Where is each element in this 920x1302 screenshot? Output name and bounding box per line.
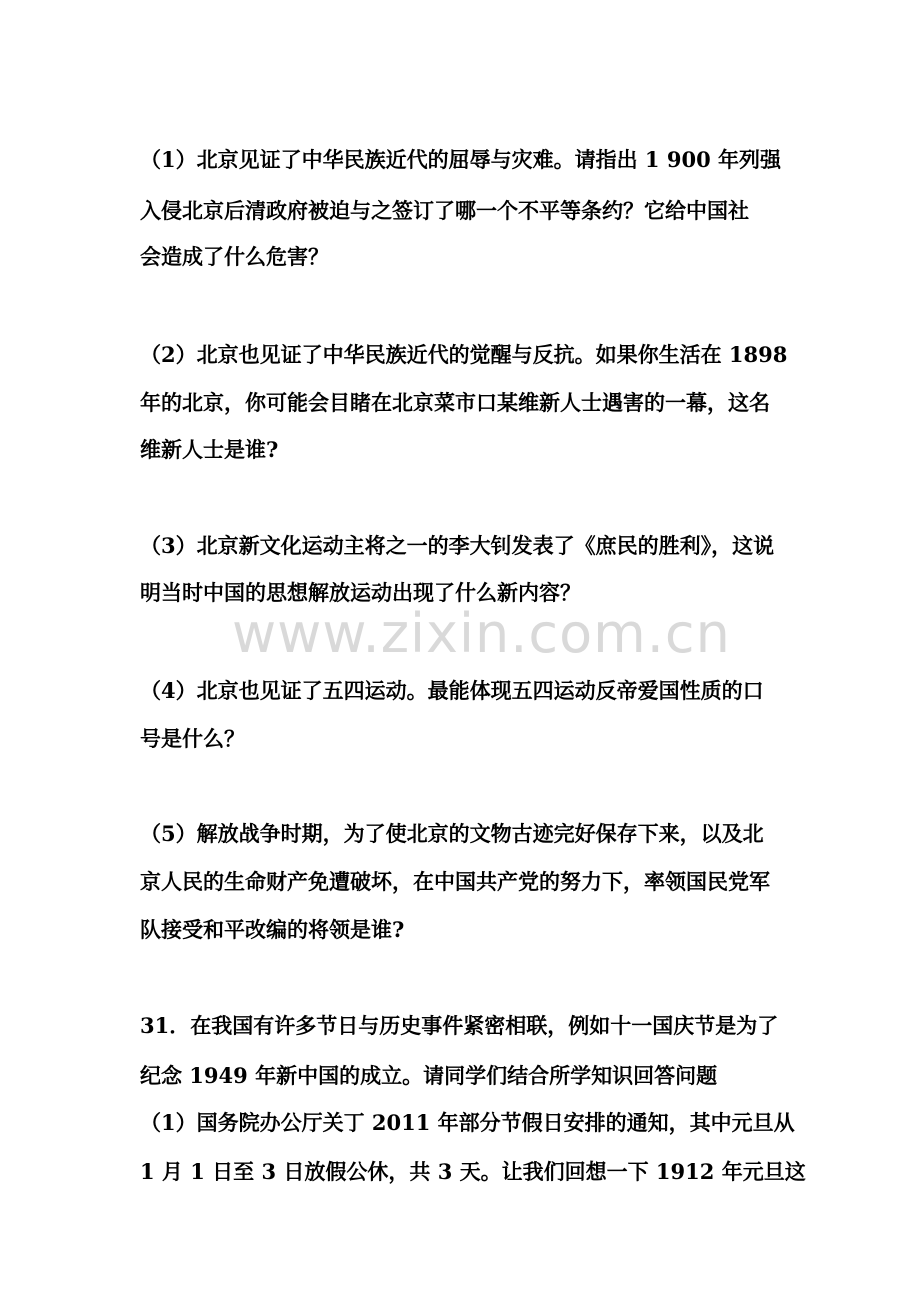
text-line: （3）北京新文化运动主将之一的李大钊发表了《庶民的胜利》，这说	[140, 533, 775, 558]
text-line: （4）北京也见证了五四运动。最能体现五四运动反帝爱国性质的口	[140, 678, 764, 703]
text-line: （5）解放战争时期，为了使北京的文物古迹完好保存下来，以及北	[140, 821, 764, 846]
watermark: www.zixin.com.cn	[232, 602, 731, 665]
text-line: 31．在我国有许多节日与历史事件紧密相联，例如十一国庆节是为了	[140, 1013, 779, 1038]
text-line: 会造成了什么危害？	[140, 244, 329, 269]
text-line: 1 月 1 日至 3 日放假公休，共 3 天。让我们回想一下 1912 年元旦这	[140, 1159, 806, 1184]
text-line: 明当时中国的思想解放运动出现了什么新内容？	[140, 580, 581, 605]
text-line: 年的北京，你可能会目睹在北京菜市口某维新人士遇害的一幕，这名	[140, 390, 770, 415]
text-line: 号是什么？	[140, 726, 245, 751]
text-line: （1）国务院办公厅关丁 2011 年部分节假日安排的通知，其中元旦从	[140, 1110, 795, 1135]
text-line: 入侵北京后清政府被迫与之签订了哪一个不平等条约？它给中国社	[140, 198, 749, 223]
text-line: 维新人士是谁?	[140, 437, 279, 462]
text-line: 纪念 1949 年新中国的成立。请同学们结合所学知识回答问题	[140, 1063, 718, 1088]
text-line: （2）北京也见证了中华民族近代的觉醒与反抗。如果你生活在 1898	[140, 342, 788, 367]
text-line: （1）北京见证了中华民族近代的屈辱与灾难。请指出 1 900 年列强	[140, 147, 781, 172]
text-line: 队接受和平改编的将领是谁?	[140, 917, 405, 942]
text-line: 京人民的生命财产免遭破坏，在中国共产党的努力下，率领国民党军	[140, 869, 770, 894]
